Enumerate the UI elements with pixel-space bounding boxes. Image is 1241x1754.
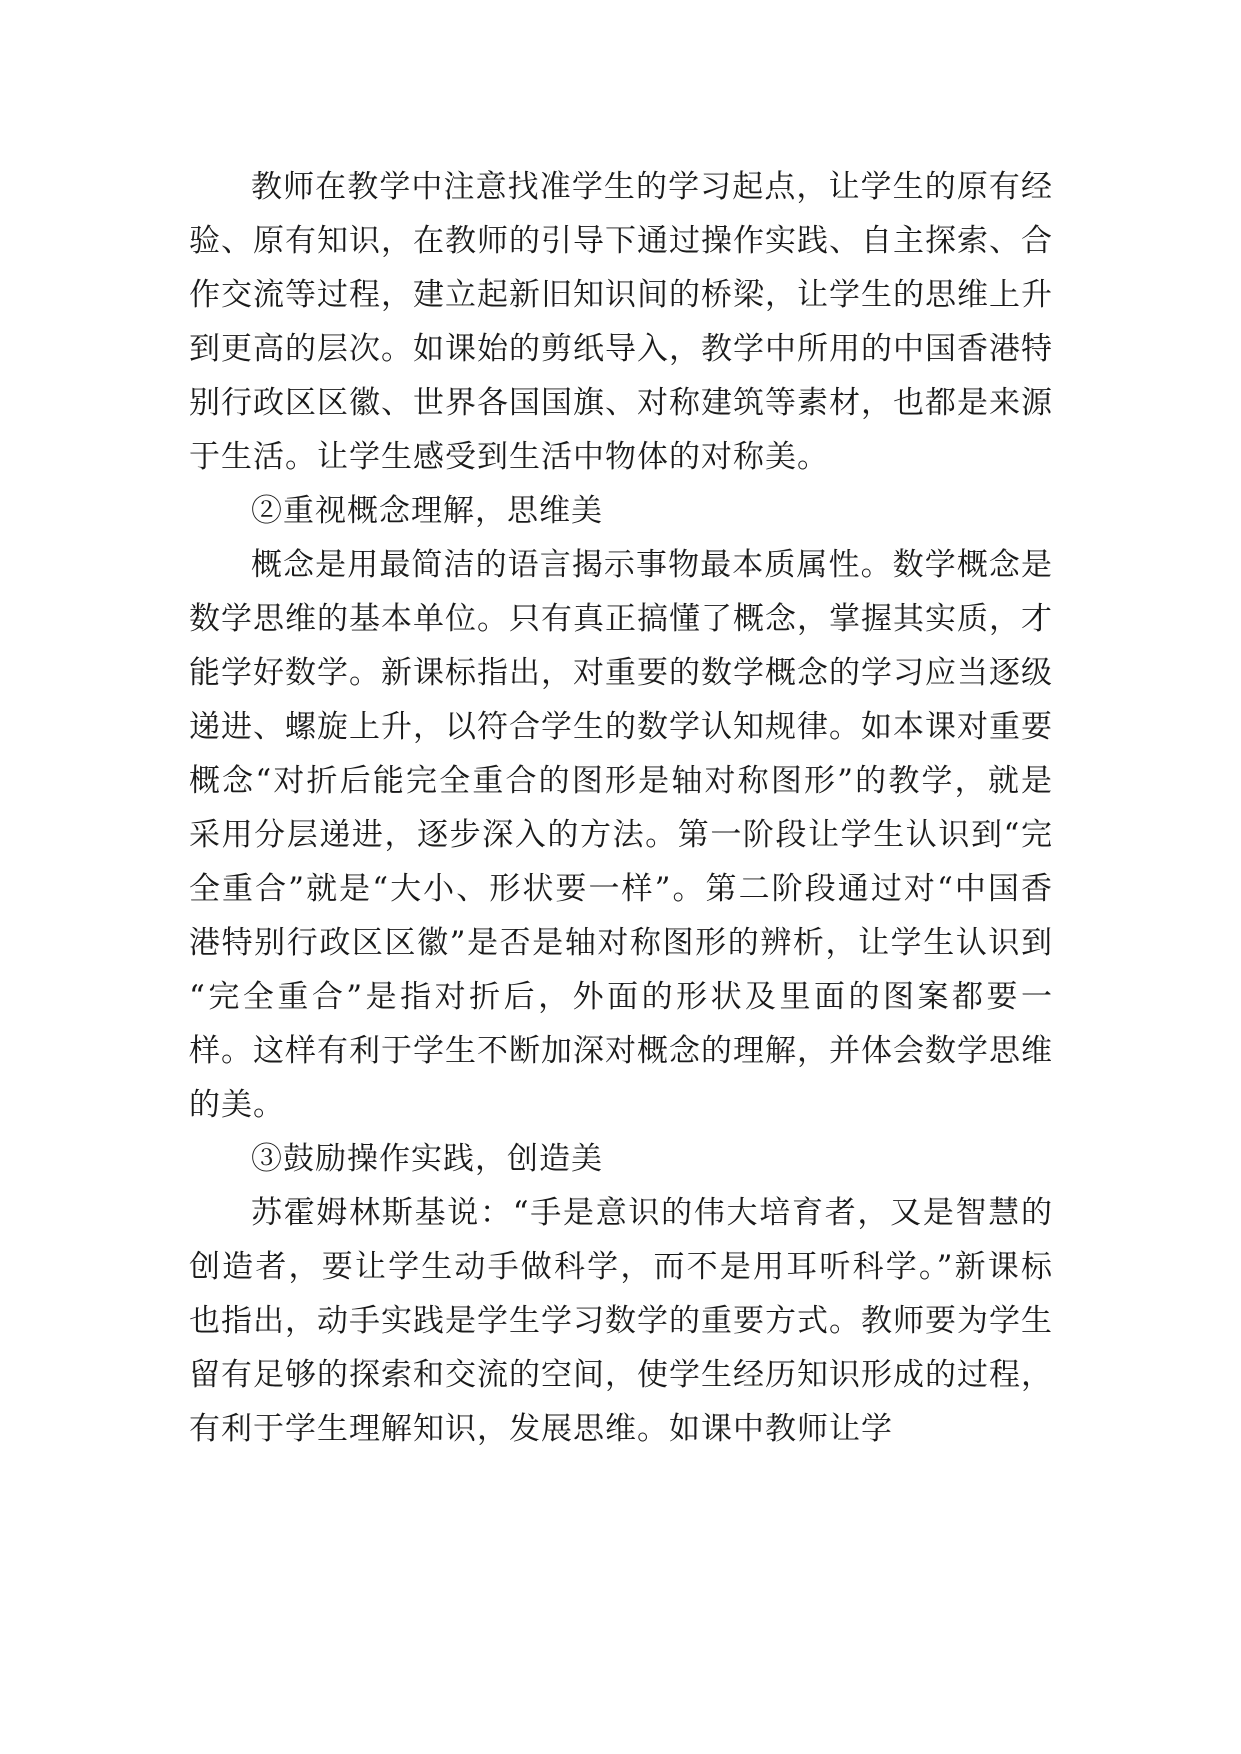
paragraph-concept-understanding: 概念是用最简洁的语言揭示事物最本质属性。数学概念是数学思维的基本单位。只有真正搞懂了概念，掌握其实质，才能学好数学。新课标指出，对重要的数学概念的学习应当逐级递进、螺旋上升，以符合学生的数学认知规律。如本课对重要概念“对折后能完全重合的图形是轴对称图形”的教学，就是采用分层递进，逐步深入的方法。第一阶段让学生认识到“完全重合”就是“大小、形状要一样”。第二阶段通过对“中国香港特别行政区区徽”是否是轴对称图形的辨析，让学生认识到 “完全重合”是指对折后，外面的形状及里面的图案都要一样。这样有利于学生不断加深对概念的理解，并体会数学思维的美。: [189, 547, 1053, 1123]
paragraph-learning-starting-point: 教师在教学中注意找准学生的学习起点，让学生的原有经验、原有知识，在教师的引导下通过操作实践、自主探索、合作交流等过程，建立起新旧知识间的桥梁，让学生的思维上升到更高的层次。如课始的剪纸导入，教学中所用的中国香港特别行政区区徽、世界各国国旗、对称建筑等素材，也都是来源于生活。让学生感受到生活中物体的对称美。: [189, 169, 1053, 475]
heading-concept-understanding: ②重视概念理解，思维美: [251, 493, 603, 529]
document-body: [189, 160, 1053, 1456]
paragraph-hands-on-practice: 苏霍姆林斯基说：“手是意识的伟大培育者，又是智慧的创造者，要让学生动手做科学，而不是用耳听科学。”新课标也指出，动手实践是学生学习数学的重要方式。教师要为学生留有足够的探索和交流的空间，使学生经历知识形成的过程，有利于学生理解知识，发展思维。如课中教师让学: [189, 1195, 1053, 1447]
heading-hands-on-practice: ③鼓励操作实践，创造美: [251, 1141, 603, 1177]
